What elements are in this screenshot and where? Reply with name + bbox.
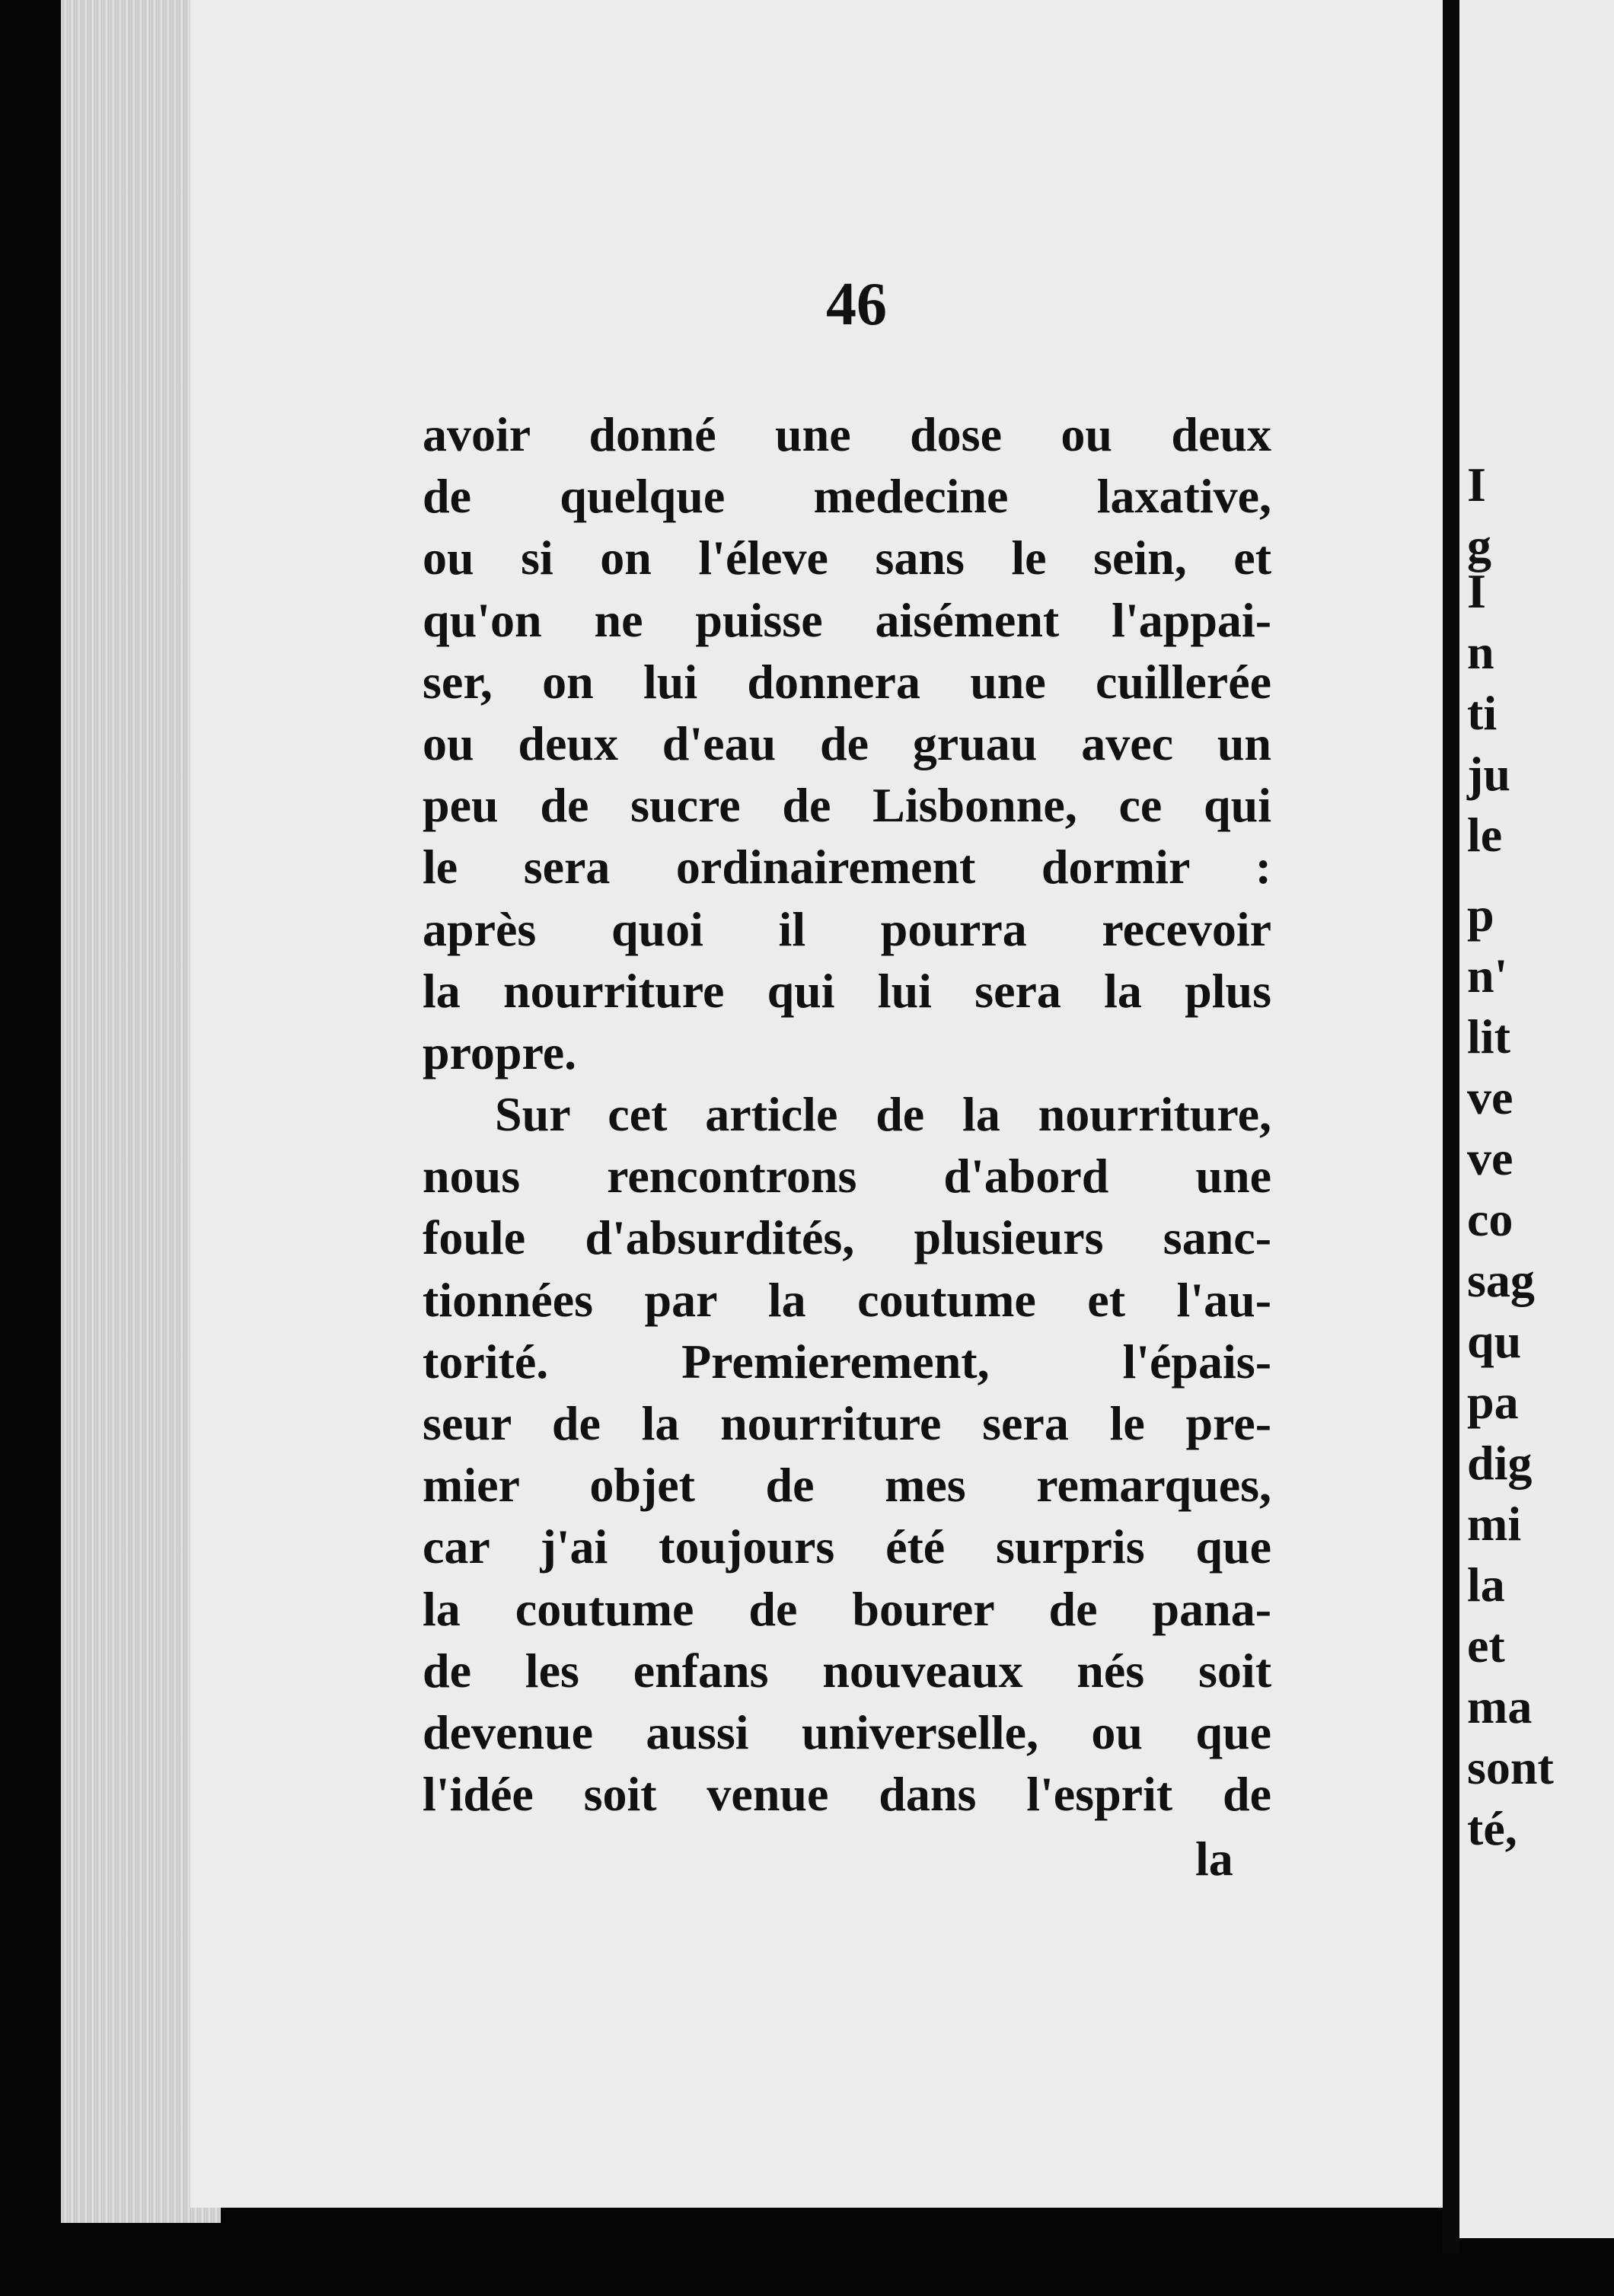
text-line: seur de la nourriture sera le pre- xyxy=(423,1396,1271,1450)
facing-page-line: I xyxy=(1467,458,1486,512)
facing-page-line: ve xyxy=(1467,1070,1514,1124)
text-line: la coutume de bourer de pana- xyxy=(423,1581,1271,1636)
text-line: la nourriture qui lui sera la plus xyxy=(423,963,1271,1018)
text-line: foule d'absurdités, plusieurs sanc- xyxy=(423,1210,1271,1265)
text-line: Sur cet article de la nourriture, xyxy=(495,1087,1271,1142)
text-line: qu'on ne puisse aisément l'appai- xyxy=(423,592,1271,647)
text-line: devenue aussi universelle, ou que xyxy=(423,1704,1271,1759)
text-line: mier objet de mes remarques, xyxy=(423,1458,1271,1513)
facing-page-line: qu xyxy=(1467,1314,1522,1368)
facing-page-line: mi xyxy=(1467,1497,1522,1551)
facing-page-line: té, xyxy=(1467,1801,1517,1855)
facing-page xyxy=(1459,0,1614,2238)
facing-page-line: p xyxy=(1467,888,1494,942)
text-line: car j'ai toujours été surpris que xyxy=(423,1520,1271,1574)
page-gutter xyxy=(1443,0,1459,2253)
facing-page-line: n xyxy=(1467,625,1494,679)
facing-page-line: I xyxy=(1467,564,1486,618)
text-line: peu de sucre de Lisbonne, ce qui xyxy=(423,778,1271,833)
facing-page-line: le xyxy=(1467,808,1503,862)
text-line: avoir donné une dose ou deux xyxy=(423,407,1271,461)
facing-page-line: sag xyxy=(1467,1253,1535,1307)
text-line: tionnées par la coutume et l'au- xyxy=(423,1272,1271,1327)
text-line: nous rencontrons d'abord une xyxy=(423,1149,1271,1204)
facing-page-line: ti xyxy=(1467,686,1498,740)
body-text xyxy=(423,403,1271,1825)
facing-page-line: dig xyxy=(1467,1436,1533,1490)
facing-page-line: ma xyxy=(1467,1679,1533,1733)
facing-page-line: sont xyxy=(1467,1740,1554,1794)
facing-page-line: et xyxy=(1467,1618,1505,1673)
text-line: propre. xyxy=(423,1025,577,1079)
catchword: la xyxy=(1195,1832,1233,1886)
text-line: de les enfans nouveaux nés soit xyxy=(423,1643,1271,1698)
text-line: le sera ordinairement dormir : xyxy=(423,840,1271,894)
facing-page-line: ve xyxy=(1467,1131,1514,1185)
facing-page-line: lit xyxy=(1467,1009,1510,1063)
facing-page-line: co xyxy=(1467,1192,1514,1246)
facing-page-line: n' xyxy=(1467,949,1508,1003)
text-line: ou deux d'eau de gruau avec un xyxy=(423,716,1271,770)
text-line: après quoi il pourra recevoir xyxy=(423,901,1271,956)
text-line: torité. Premierement, l'épais- xyxy=(423,1334,1271,1389)
facing-page-line: ju xyxy=(1467,747,1510,801)
facing-page-line: la xyxy=(1467,1558,1505,1612)
facing-page-line: g xyxy=(1467,518,1491,572)
page-number: 46 xyxy=(826,271,887,338)
text-line: ser, on lui donnera une cuillerée xyxy=(423,654,1271,709)
text-line: l'idée soit venue dans l'esprit de xyxy=(423,1767,1271,1822)
facing-page-line: pa xyxy=(1467,1375,1519,1429)
text-line: de quelque medecine laxative, xyxy=(423,469,1271,524)
text-line: ou si on l'éleve sans le sein, et xyxy=(423,531,1271,585)
